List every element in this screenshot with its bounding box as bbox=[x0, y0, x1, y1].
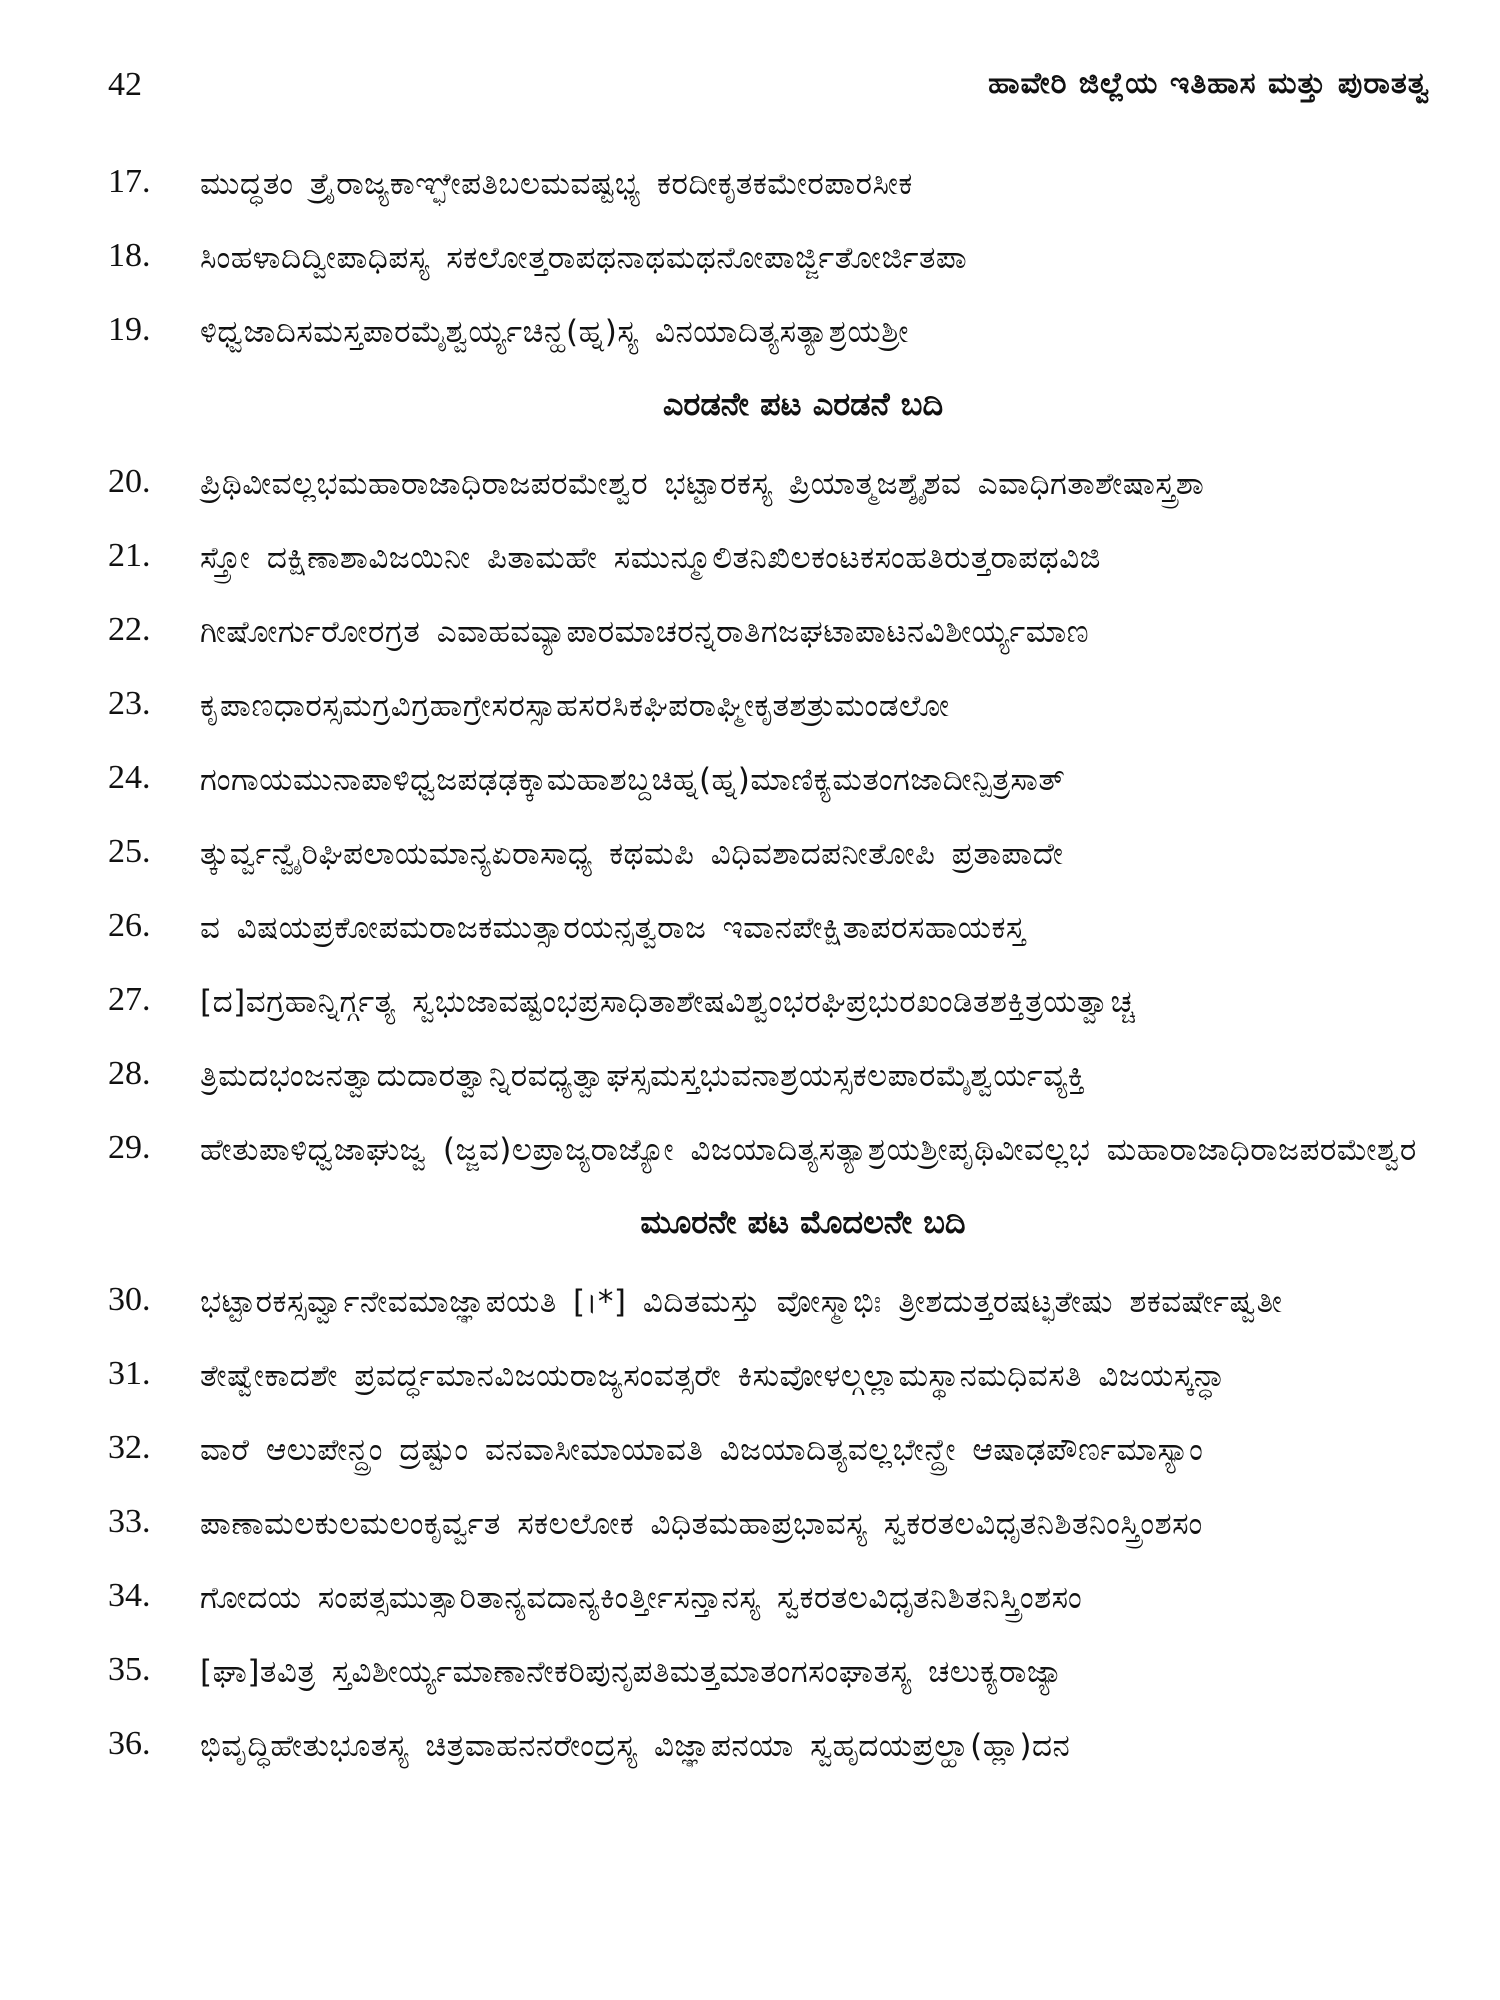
text-line bbox=[108, 1498, 1438, 1550]
line-text: ಮುದ್ಧತಂ ತ್ರೈರಾಜ್ಯಕಾಞ್ಛೇಪತಿಬಲಮವಷ್ಟಭ್ಯ ಕರದೀಕೃತಕಮೇರಪಾರಸೀಕ bbox=[200, 166, 913, 202]
line-number: 24. bbox=[108, 759, 151, 796]
line-text: ಹೇತುಪಾಳಿಧ್ವಜಾಘುಜ್ವ (ಜ್ಜವ)ಲಪ್ರಾಜ್ಯರಾಜ್ಯೋ ವಿಜಯಾದಿತ್ಯಸತ್ಯಾಶ್ರಯಶ್ರೀಪೃಥಿವೀವಲ್ಲಭ ಮಹಾರಾಜಾಧಿರಾಜಪರಮೇಶ್ವರ bbox=[200, 1132, 1417, 1168]
line-number: 34. bbox=[108, 1577, 151, 1614]
line-number: 21. bbox=[108, 537, 151, 574]
line-number: 23. bbox=[108, 685, 151, 722]
line-text: ಭಿವೃದ್ಧಿಹೇತುಭೂತಸ್ಯ ಚಿತ್ರವಾಹನನರೇಂದ್ರಸ್ಯ ವಿಜ್ಞಾಪನಯಾ ಸ್ವಹೃದಯಪ್ರಲ್ಹಾ(ಹ್ಲಾ)ದನ bbox=[200, 1728, 1071, 1764]
line-text: ವ ವಿಷಯಪ್ರಕೋಪಮರಾಜಕಮುತ್ಸಾರಯನ್ಸತ್ವರಾಜ ಇವಾನಪೇಕ್ಷಿತಾಪರಸಹಾಯಕಸ್ತ bbox=[200, 910, 1026, 946]
line-number: 35. bbox=[108, 1651, 151, 1688]
line-number: 36. bbox=[108, 1725, 151, 1762]
line-text: ಗೋದಯ ಸಂಪತ್ಸಮುತ್ಸಾರಿತಾನ್ಯವದಾನ್ಯಕಿಂರ್ತ್ತೀಸನ್ತಾನಸ್ಯ ಸ್ವಕರತಲವಿಧೃತನಿಶಿತನಿಸ್ತ್ರಿಂಶಸಂ bbox=[200, 1580, 1083, 1616]
line-number: 30. bbox=[108, 1281, 151, 1318]
line-text: ವಾರೆ ಆಲುಪೇನ್ದ್ರಂ ದ್ರಷ್ಟುಂ ವನವಾಸೀಮಾಯಾವತಿ ವಿಜಯಾದಿತ್ಯವಲ್ಲಭೇನ್ದ್ರೇ ಆಷಾಢಪೌರ್ಣಮಾಸ್ಯಾಂ bbox=[200, 1432, 1204, 1468]
line-number: 33. bbox=[108, 1503, 151, 1540]
line-text: ಸ್ತ್ರೋ ದಕ್ಷಿಣಾಶಾವಿಜಯಿನೀ ಪಿತಾಮಹೇ ಸಮುನ್ಮೂಲಿತನಿಖಿಲಕಂಟಕಸಂಹತಿರುತ್ತರಾಪಥವಿಜಿ bbox=[200, 540, 1102, 576]
text-line bbox=[108, 158, 1438, 210]
line-number: 18. bbox=[108, 237, 151, 274]
text-line bbox=[108, 306, 1438, 358]
line-text: ತ್ರಿಮದಭಂಜನತ್ವಾದುದಾರತ್ವಾನ್ನಿರವಧ್ಯತ್ವಾಘಸ್ಸಮಸ್ತಭುವನಾಶ್ರಯಸ್ಸಕಲಪಾರಮೈಶ್ವರ್ಯವ್ಯಕ್ತಿ bbox=[200, 1058, 1086, 1094]
text-line bbox=[108, 680, 1438, 732]
line-number: 32. bbox=[108, 1429, 151, 1466]
text-line bbox=[108, 1572, 1438, 1624]
section-heading: ಮೂರನೇ ಪಟ ಮೊದಲನೇ ಬದಿ bbox=[640, 1203, 966, 1241]
text-line bbox=[108, 232, 1438, 284]
line-text: ತೇಷ್ವೇಕಾದಶೇ ಪ್ರವರ್ದ್ಧಮಾನವಿಜಯರಾಜ್ಯಸಂವತ್ಸರೇ ಕಿಸುವೋಳಲ್ಗಲ್ಲಾಮಸ್ಥಾನಮಧಿವಸತಿ ವಿಜಯಸ್ಕನ್ಧಾ bbox=[200, 1358, 1225, 1394]
line-number: 28. bbox=[108, 1055, 151, 1092]
line-text: ಗೀಷೋರ್ಗುರೋರಗ್ರತ ಎವಾಹವವ್ಯಾಪಾರಮಾಚರನ್ನರಾತಿಗಜಘಟಾಪಾಟನವಿಶೀರ್ಯ್ಯಮಾಣ bbox=[200, 614, 1090, 650]
line-number: 19. bbox=[108, 311, 151, 348]
line-number: 20. bbox=[108, 463, 151, 500]
line-number: 17. bbox=[108, 163, 151, 200]
section-heading: ಎರಡನೇ ಪಟ ಎರಡನೆ ಬದಿ bbox=[662, 385, 944, 423]
running-header: ಹಾವೇರಿ ಜಿಲ್ಲೆಯ ಇತಿಹಾಸ ಮತ್ತು ಪುರಾತತ್ವ bbox=[988, 66, 1430, 101]
text-line bbox=[108, 828, 1438, 880]
text-line bbox=[108, 1124, 1438, 1176]
line-text: ಪ್ರಿಥಿವೀವಲ್ಲಭಮಹಾರಾಜಾಧಿರಾಜಪರಮೇಶ್ವರ ಭಟ್ಟಾರಕಸ್ಯ ಪ್ರಿಯಾತ್ಮಜಶ್ಶೈಶವ ಎವಾಧಿಗತಾಶೇಷಾಸ್ತ್ರಶಾ bbox=[200, 466, 1205, 502]
page-number: 42 bbox=[108, 66, 142, 103]
line-text: ಗಂಗಾಯಮುನಾಪಾಳಿಧ್ವಜಪಢಢಕ್ಕಾಮಹಾಶಬ್ದಚಿಹ್ನ(ಹ್ನ)ಮಾಣಿಕ್ಯಮತಂಗಜಾದೀನ್ಪಿತ್ರಸಾತ್ bbox=[200, 762, 1066, 798]
line-text: ಪಾಣಾಮಲಕುಲಮಲಂಕೃರ್ವ್ವತ ಸಕಲಲೋಕ ವಿಧಿತಮಹಾಪ್ರಭಾವಸ್ಯ ಸ್ವಕರತಲವಿಧೃತನಿಶಿತನಿಂಸ್ತ್ರಿಂಶಸಂ bbox=[200, 1506, 1203, 1542]
text-line bbox=[108, 1276, 1438, 1328]
text-line bbox=[108, 1720, 1438, 1772]
line-text: ಕೃಪಾಣಧಾರಸ್ಸಮಗ್ರವಿಗ್ರಹಾಗ್ರೇಸರಸ್ಸಾಹಸರಸಿಕಘಿಪರಾಘ್ಮೀಕೃತಶತ್ರುಮಂಡಲೋ bbox=[200, 688, 950, 724]
text-line bbox=[108, 532, 1438, 584]
line-number: 29. bbox=[108, 1129, 151, 1166]
line-number: 25. bbox=[108, 833, 151, 870]
line-text: [ದ]ವಗ್ರಹಾನ್ನಿರ್ಗ್ಗತ್ಯ ಸ್ವಭುಜಾವಷ್ಟಂಭಪ್ರಸಾಧಿತಾಶೇಷವಿಶ್ವಂಭರಘಿಪ್ರಭುರಖಂಡಿತಶಕ್ತಿತ್ರಯತ್ವಾಚ್ಚ bbox=[200, 984, 1136, 1020]
line-number: 22. bbox=[108, 611, 151, 648]
line-text: [ಘಾ]ತವಿತ್ರ ಸ್ತವಿಶೀರ್ಯ್ಯಮಾಣಾನೇಕರಿಪುನೃಪತಿಮತ್ತಮಾತಂಗಸಂಘಾತಸ್ಯ ಚಲುಕ್ಯರಾಜ್ಯಾ bbox=[200, 1654, 1064, 1690]
inscription-text bbox=[108, 158, 1438, 1794]
text-line bbox=[108, 1646, 1438, 1698]
text-line bbox=[108, 606, 1438, 658]
text-line bbox=[108, 754, 1438, 806]
text-line bbox=[108, 902, 1438, 954]
block-3 bbox=[108, 1276, 1438, 1772]
line-text: ತ್ಕುರ್ವ್ವನ್ವೈರಿಘಿಪಲಾಯಮಾನ್ಯಏರಾಸಾಧ್ಯ ಕಥಮಪಿ ವಿಧಿವಶಾದಪನೀತೋಪಿ ಪ್ರತಾಪಾದೇ bbox=[200, 836, 1064, 872]
block-2 bbox=[108, 458, 1438, 1176]
line-number: 27. bbox=[108, 981, 151, 1018]
text-line bbox=[108, 976, 1438, 1028]
text-line bbox=[108, 1350, 1438, 1402]
line-text: ಭಟ್ಟಾರಕಸ್ಸರ್ವ್ವಾನೇವಮಾಜ್ಞಾಪಯತಿ [।*] ವಿದಿತಮಸ್ತು ವೋಸ್ಮಾಭಿಃ ತ್ರೀಶದುತ್ತರಷಟ್ಛತೇಷು ಶಕವರ್ಷೇಷ್ವತೀ bbox=[200, 1284, 1283, 1320]
line-number: 31. bbox=[108, 1355, 151, 1392]
text-line bbox=[108, 1424, 1438, 1476]
block-1 bbox=[108, 158, 1438, 358]
line-text: ಳಿಧ್ವಜಾದಿಸಮಸ್ತಪಾರಮೈಶ್ವರ್ಯ್ಯಚಿನ್ಹ(ಹ್ನ)ಸ್ಯ ವಿನಯಾದಿತ್ಯಸತ್ಯಾಶ್ರಯಶ್ರೀ bbox=[200, 314, 909, 350]
line-number: 26. bbox=[108, 907, 151, 944]
line-text: ಸಿಂಹಳಾದಿದ್ವೀಪಾಧಿಪಸ್ಯ ಸಕಲೋತ್ತರಾಪಥನಾಥಮಥನೋಪಾರ್ಜ್ಜಿತೋರ್ಜಿತಪಾ bbox=[200, 240, 968, 276]
text-line bbox=[108, 1050, 1438, 1102]
text-line bbox=[108, 458, 1438, 510]
